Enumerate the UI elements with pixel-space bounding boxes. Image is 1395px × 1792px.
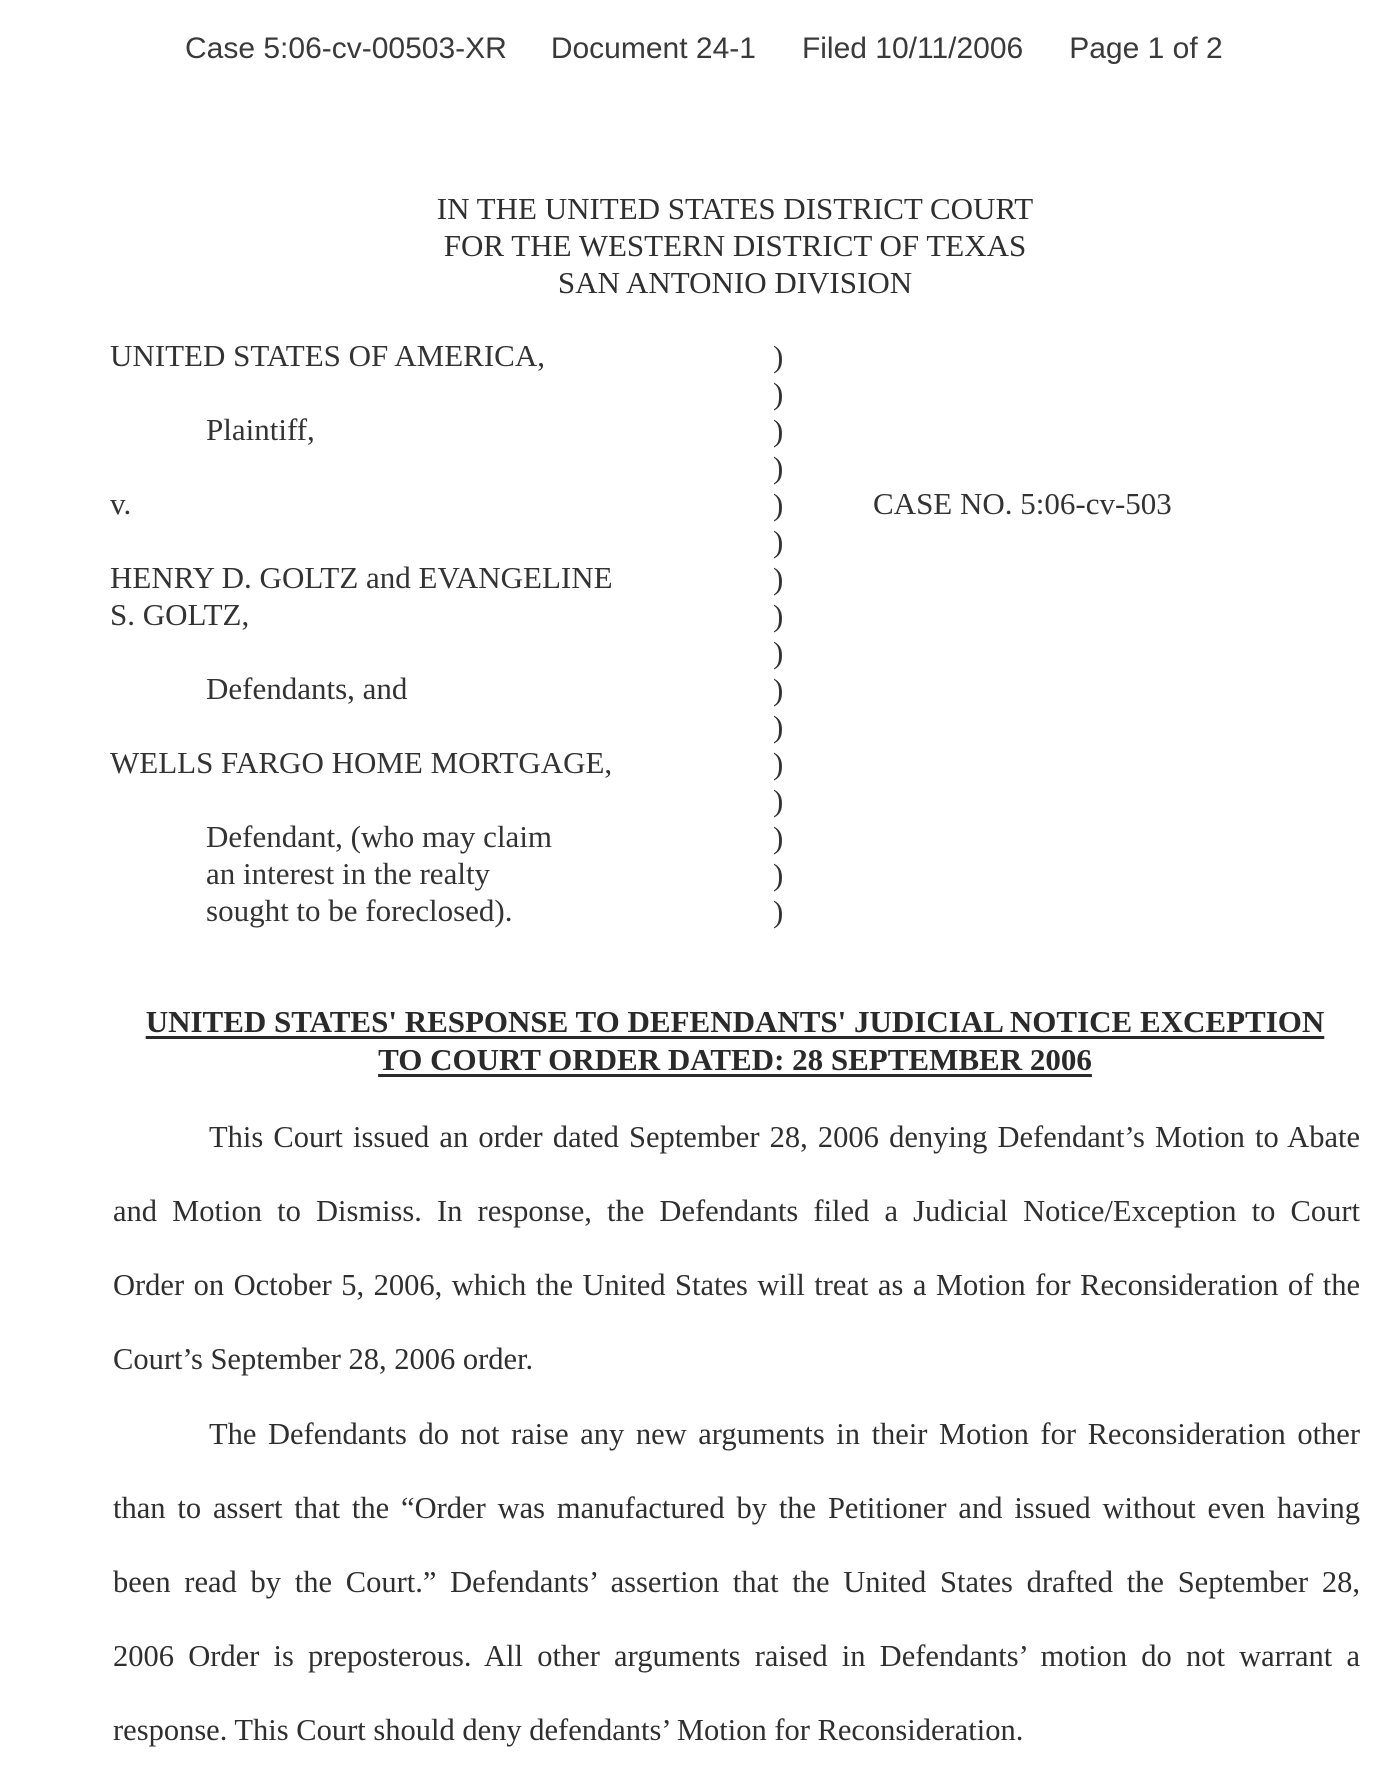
caption-paren: )	[773, 450, 784, 485]
caption-paren-column	[773, 338, 783, 930]
caption-paren: )	[773, 746, 784, 781]
caption-paren: )	[773, 561, 784, 596]
caption-paren: )	[773, 672, 784, 707]
third-party-role: an interest in the realty	[206, 856, 491, 891]
paragraph-line: The Defendants do not raise any new arguments in their Motion for Reconsideration other	[209, 1417, 1360, 1451]
defendants-name: HENRY D. GOLTZ and EVANGELINE	[110, 560, 613, 595]
court-heading-line: SAN ANTONIO DIVISION	[557, 265, 913, 300]
court-heading-line: FOR THE WESTERN DISTRICT OF TEXAS	[443, 228, 1027, 263]
paragraph-line: response. This Court should deny defendants’ Motion for Reconsideration.	[113, 1713, 1024, 1747]
caption-paren: )	[773, 635, 784, 670]
document-title-line: UNITED STATES' RESPONSE TO DEFENDANTS' JUDICIAL NOTICE EXCEPTION	[145, 1004, 1325, 1039]
paragraph-line: Order on October 5, 2006, which the United States will treat as a Motion for Reconsideration of the	[113, 1268, 1360, 1302]
document-title-line: TO COURT ORDER DATED: 28 SEPTEMBER 2006	[378, 1042, 1092, 1077]
caption-paren: )	[773, 339, 784, 374]
caption-paren: )	[773, 857, 784, 892]
caption-paren: )	[773, 413, 784, 448]
caption-paren: )	[773, 598, 784, 633]
caption-paren: )	[773, 894, 784, 929]
defendants-name: S. GOLTZ,	[110, 597, 250, 632]
third-party-role: sought to be foreclosed).	[206, 893, 513, 928]
document-number-stamp: Document 24-1	[550, 32, 756, 65]
caption-paren: )	[773, 524, 784, 559]
paragraph-line: Court’s September 28, 2006 order.	[113, 1342, 534, 1376]
paragraph-line: This Court issued an order dated September 28, 2006 denying Defendant’s Motion to Abate	[209, 1120, 1360, 1154]
caption-paren: )	[773, 376, 784, 411]
plaintiff-role: Plaintiff,	[206, 412, 315, 447]
filed-date-stamp: Filed 10/11/2006	[801, 32, 1024, 65]
third-party-name: WELLS FARGO HOME MORTGAGE,	[110, 745, 613, 780]
third-party-role: Defendant, (who may claim	[206, 819, 553, 854]
court-heading-line: IN THE UNITED STATES DISTRICT COURT	[436, 191, 1034, 226]
paragraph-line: and Motion to Dismiss. In response, the Defendants filed a Judicial Notice/Exception to Court	[113, 1194, 1360, 1228]
court-heading	[0, 190, 1395, 301]
versus-label: v.	[110, 486, 132, 521]
case-number-label: CASE NO. 5:06-cv-503	[873, 486, 1172, 521]
caption-paren: )	[773, 783, 784, 818]
paragraph-line: been read by the Court.” Defendants’ assertion that the United States drafted the September 28,	[113, 1565, 1360, 1599]
caption-paren: )	[773, 709, 784, 744]
caption-paren: )	[773, 487, 784, 522]
page-count-stamp: Page 1 of 2	[1069, 32, 1223, 65]
document-title	[0, 1003, 1395, 1079]
plaintiff-name: UNITED STATES OF AMERICA,	[110, 338, 545, 373]
paragraph-line: 2006 Order is preposterous. All other arguments raised in Defendants’ motion do not warrant a	[113, 1639, 1360, 1673]
ecf-header-stamp	[185, 32, 1223, 66]
case-number-stamp: Case 5:06-cv-00503-XR	[185, 32, 507, 65]
paragraph-line: than to assert that the “Order was manufactured by the Petitioner and issued without even having	[113, 1491, 1360, 1525]
caption-paren: )	[773, 820, 784, 855]
defendants-role: Defendants, and	[206, 671, 408, 706]
